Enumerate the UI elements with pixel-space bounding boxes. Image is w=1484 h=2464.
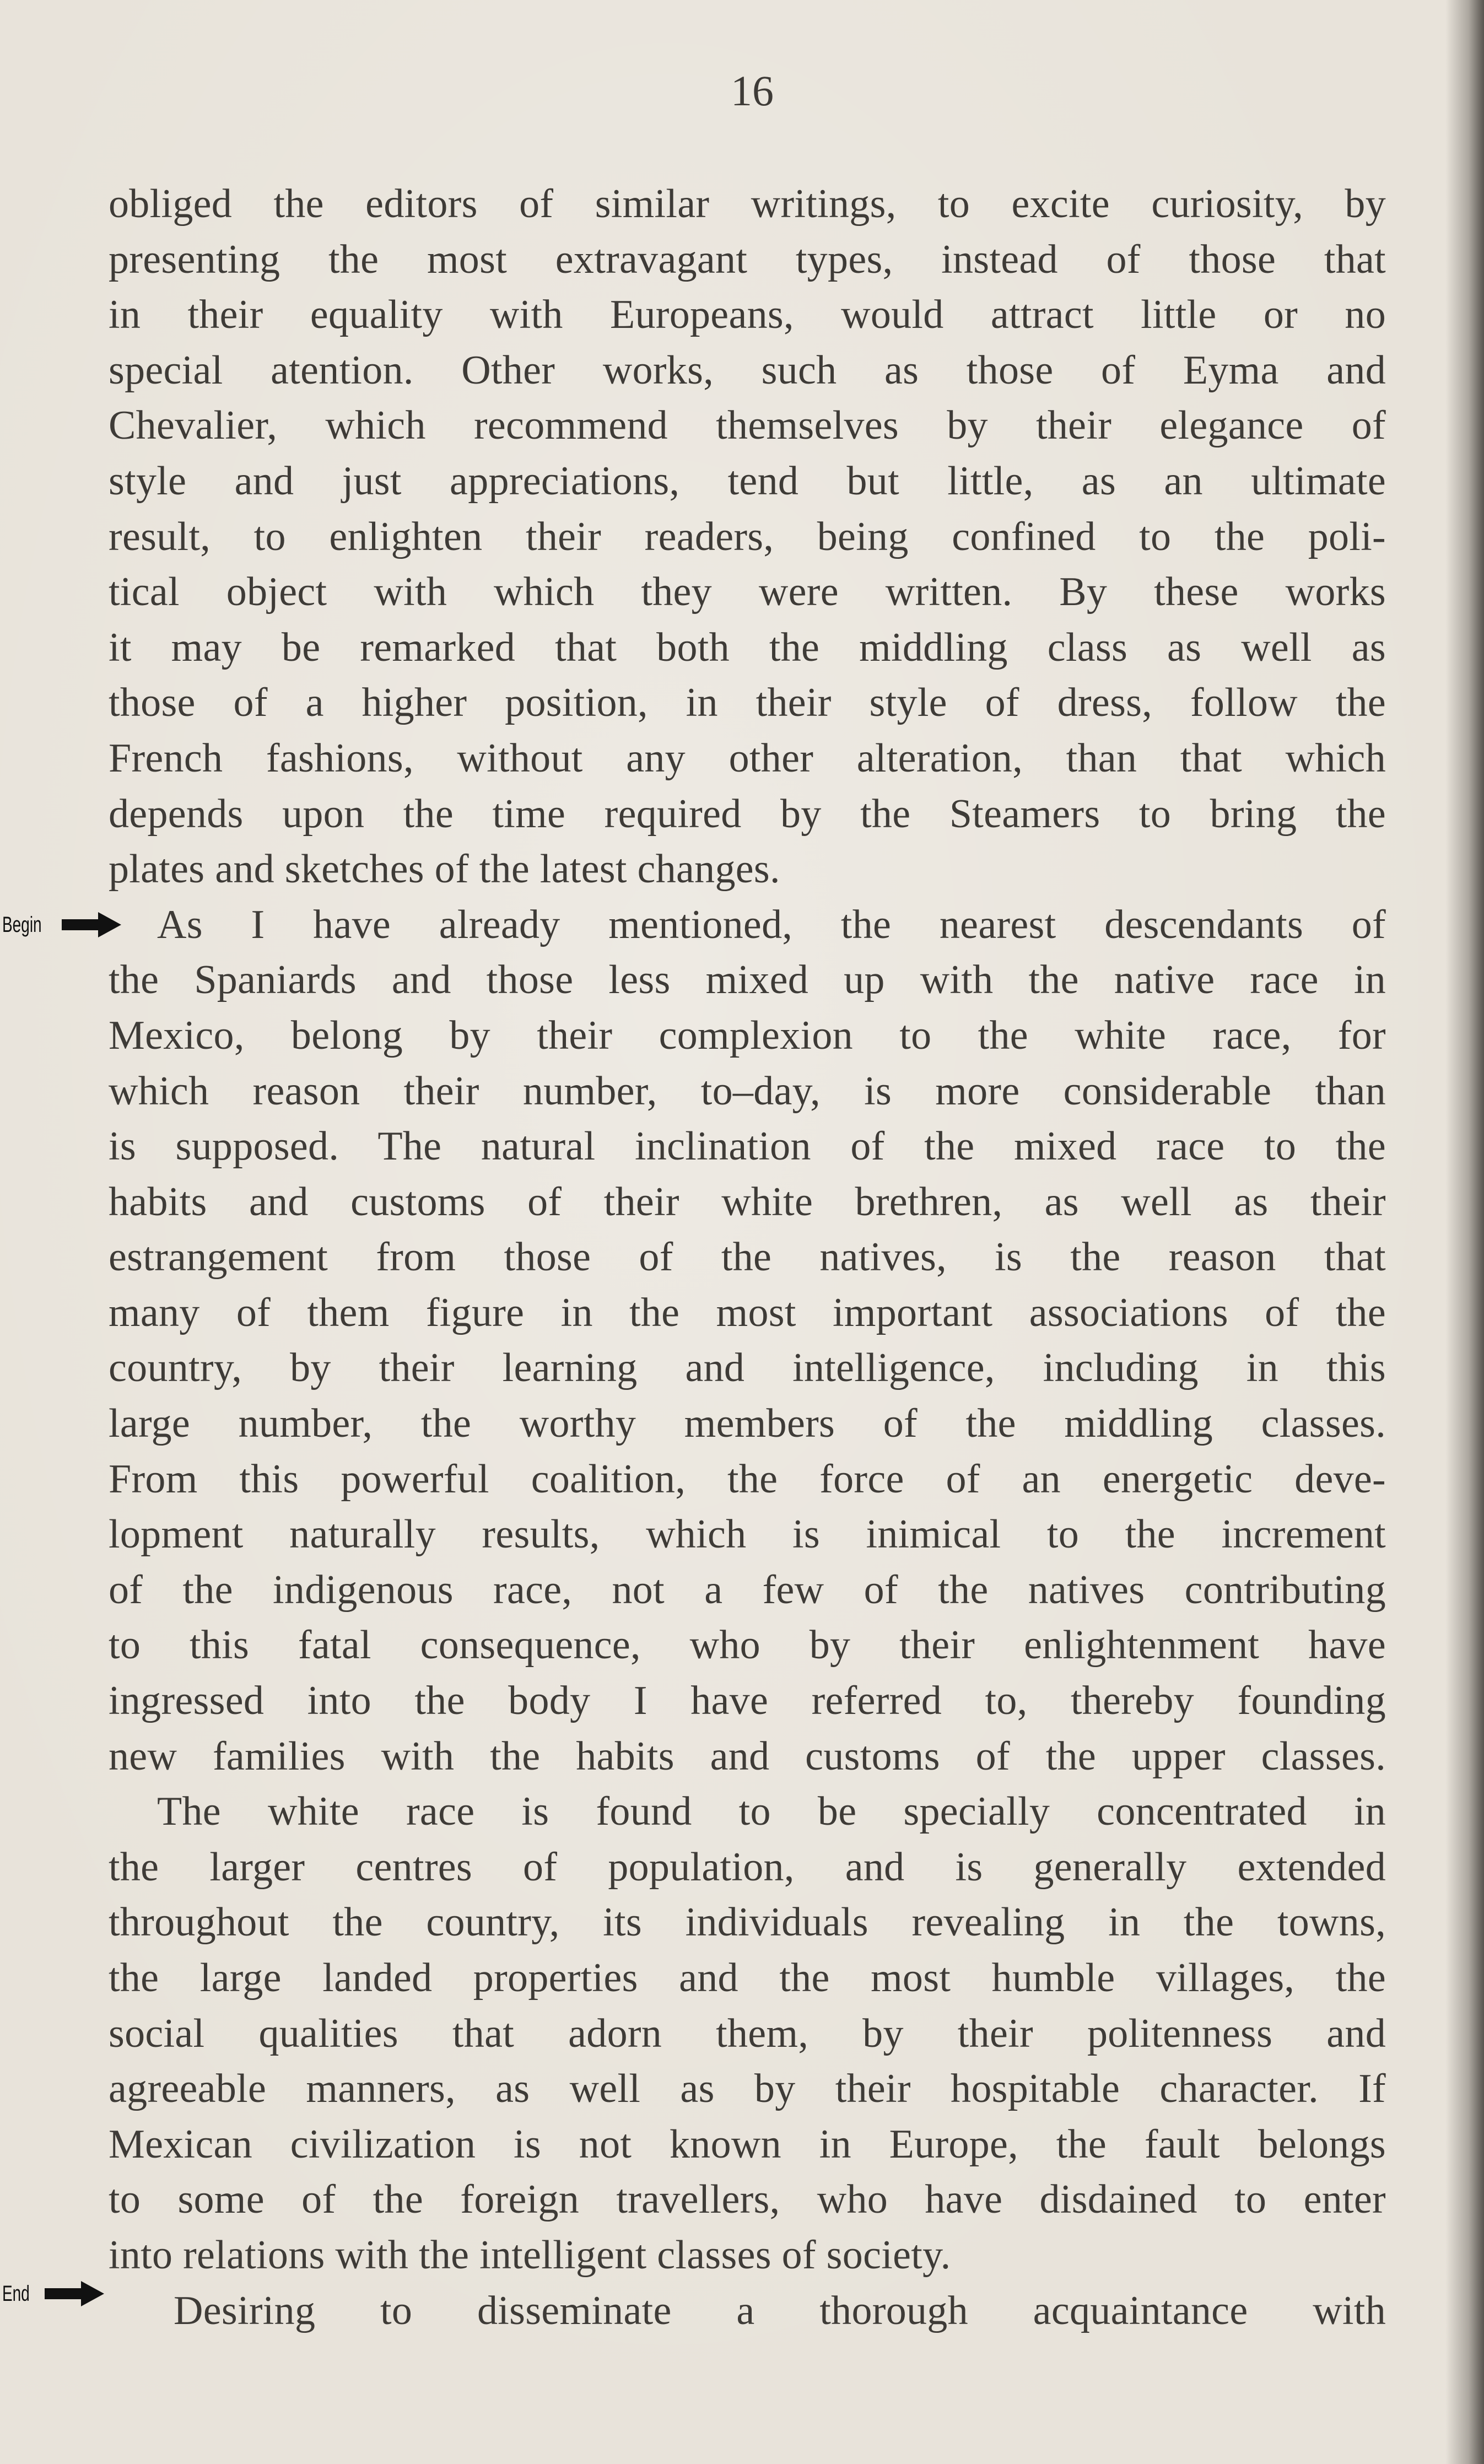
text-line: agreeable manners, as well as by their hospitable character. If [109, 2066, 1386, 2112]
text-line: in their equality with Europeans, would attract little or no [109, 292, 1386, 338]
begin-marker-label: Begin [2, 912, 42, 937]
text-line: many of them figure in the most important associations of the [109, 1290, 1386, 1335]
text-line: the large landed properties and the most humble villages, the [109, 1955, 1386, 2001]
text-line: is supposed. The natural inclination of the mixed race to the [109, 1124, 1386, 1169]
text-line: depends upon the time required by the Steamers to bring the [109, 791, 1386, 837]
text-line: The white race is found to be specially concentrated in [157, 1789, 1386, 1835]
text-line: of the indigenous race, not a few of the natives contributing [109, 1567, 1386, 1613]
text-line: plates and sketches of the latest changes. [109, 847, 780, 892]
page-number: 16 [731, 67, 774, 115]
text-line: lopment naturally results, which is inimical to the increment [109, 1512, 1386, 1557]
text-line: presenting the most extravagant types, instead of those that [109, 236, 1386, 282]
text-line: From this powerful coalition, the force of an energetic deve- [109, 1456, 1386, 1502]
text-line: Desiring to disseminate a thorough acquaintance with [174, 2288, 1386, 2333]
end-marker-label: End [2, 2281, 30, 2306]
text-line: social qualities that adorn them, by their politenness and [109, 2010, 1386, 2056]
text-line: As I have already mentioned, the nearest descendants of [157, 902, 1386, 947]
text-line: habits and customs of their white brethren, as well as their [109, 1179, 1386, 1225]
text-line: the larger centres of population, and is generally extended [109, 1844, 1386, 1890]
text-line: obliged the editors of similar writings, to excite curiosity, by [109, 181, 1386, 227]
text-line: result, to enlighten their readers, being confined to the poli- [109, 514, 1386, 559]
text-line: estrangement from those of the natives, is the reason that [109, 1234, 1386, 1280]
text-line: the Spaniards and those less mixed up with the native race in [109, 957, 1386, 1003]
text-line: Chevalier, which recommend themselves by their elegance of [109, 403, 1386, 449]
text-line: it may be remarked that both the middling class as well as [109, 624, 1386, 670]
text-line: ingressed into the body I have referred to, thereby founding [109, 1678, 1386, 1724]
arrow-right-icon [45, 2280, 105, 2307]
begin-marker [2, 908, 122, 941]
text-line: to this fatal consequence, who by their enlightenment have [109, 1622, 1386, 1668]
text-line: country, by their learning and intelligence, including in this [109, 1345, 1386, 1391]
text-line: into relations with the intelligent classes of society. [109, 2232, 951, 2278]
text-line: style and just appreciations, tend but little, as an ultimate [109, 458, 1386, 504]
text-line: Mexico, belong by their complexion to the white race, for [109, 1012, 1386, 1058]
text-line: Mexican civilization is not known in Europe, the fault belongs [109, 2121, 1386, 2167]
text-line: special atention. Other works, such as those of Eyma and [109, 347, 1386, 393]
text-line: which reason their number, to–day, is more considerable than [109, 1068, 1386, 1114]
text-line: those of a higher position, in their style of dress, follow the [109, 680, 1386, 726]
page-edge-shadow [1445, 0, 1484, 2464]
text-line: new families with the habits and customs of the upper classes. [109, 1733, 1386, 1779]
text-line: throughout the country, its individuals revealing in the towns, [109, 1900, 1386, 1945]
end-marker [2, 2277, 105, 2310]
text-line: large number, the worthy members of the middling classes. [109, 1401, 1386, 1447]
text-line: French fashions, without any other alteration, than that which [109, 735, 1386, 781]
text-line: tical object with which they were written. By these works [109, 569, 1386, 615]
body-text [109, 176, 1386, 2338]
text-line: to some of the foreign travellers, who have disdained to enter [109, 2177, 1386, 2223]
